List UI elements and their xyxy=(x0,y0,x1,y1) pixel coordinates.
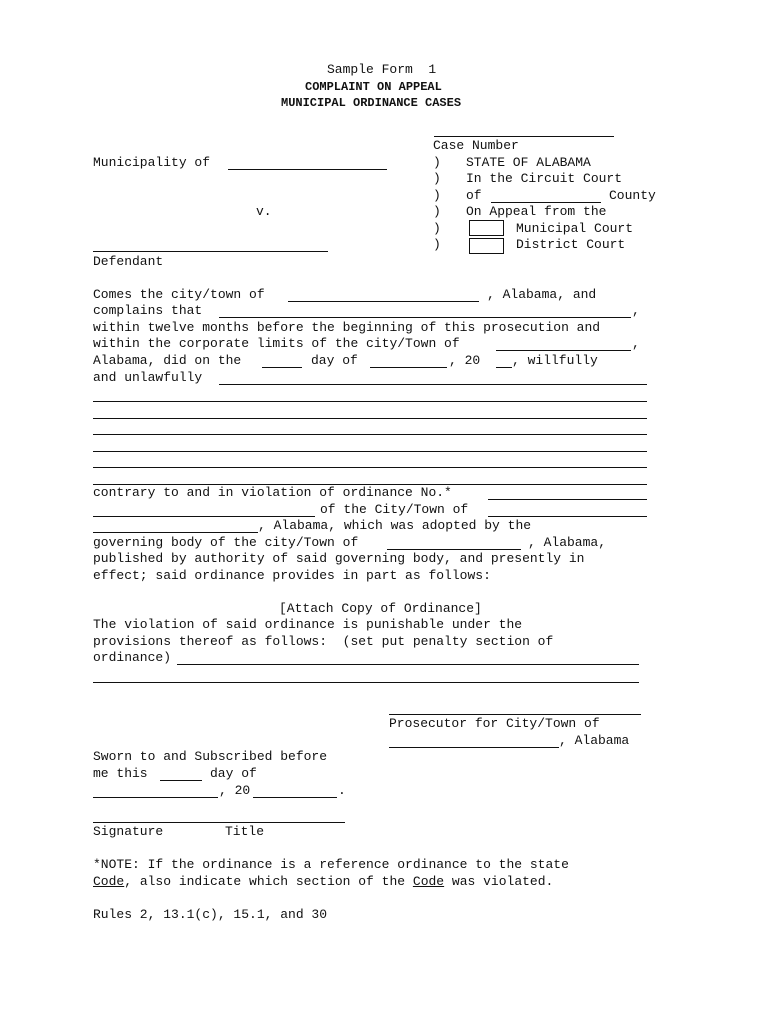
ordinance-number-field[interactable] xyxy=(488,499,647,500)
municipal-court-checkbox[interactable] xyxy=(469,220,504,236)
paren-3: ) xyxy=(433,188,441,203)
prosecutor-label: Prosecutor for City/Town of xyxy=(389,716,600,731)
notary-signature-field[interactable] xyxy=(93,822,345,823)
within-twelve-text: within twelve months before the beginning of this prosecution and xyxy=(93,320,601,335)
ordinance-city-field-2[interactable] xyxy=(93,532,258,533)
paren-5: ) xyxy=(433,221,441,236)
paren-4: ) xyxy=(433,204,441,219)
sworn-day-field[interactable] xyxy=(160,780,202,781)
penalty-line-2[interactable] xyxy=(93,682,639,683)
sample-form-label: Sample Form 1 xyxy=(327,62,437,77)
versus-label: v. xyxy=(256,204,272,219)
of-city-town-text: of the City/Town of xyxy=(320,502,469,517)
attach-copy-text: [Attach Copy of Ordinance] xyxy=(279,601,482,616)
signature-label: Signature xyxy=(93,824,164,839)
contrary-text: contrary to and in violation of ordinance No.* xyxy=(93,485,452,500)
within-corporate-text: within the corporate limits of the city/Town of xyxy=(93,336,460,351)
sworn-period: . xyxy=(338,783,346,798)
violation-text: The violation of said ordinance is punishable under the xyxy=(93,617,523,632)
unlawfully-text: and unlawfully xyxy=(93,370,203,385)
municipal-court-label: Municipal Court xyxy=(516,221,634,236)
governing-body-text: governing body of the city/Town of xyxy=(93,535,359,550)
offense-line-6[interactable] xyxy=(93,467,647,468)
paren-1: ) xyxy=(433,155,441,170)
rules-text: Rules 2, 13.1(c), 15.1, and 30 xyxy=(93,907,328,922)
effect-text: effect; said ordinance provides in part as follows: xyxy=(93,568,491,583)
prosecutor-signature-field[interactable] xyxy=(389,714,641,715)
city-town-field[interactable] xyxy=(288,301,479,302)
month-field[interactable] xyxy=(370,367,447,368)
title-label: Title xyxy=(225,824,265,839)
did-on-the-text: Alabama, did on the xyxy=(93,353,242,368)
me-this-text: me this xyxy=(93,766,148,781)
district-court-checkbox[interactable] xyxy=(469,238,504,254)
county-field[interactable] xyxy=(491,202,601,203)
sworn-year-prefix: , 20 xyxy=(219,783,251,798)
alabama-and-label: , Alabama, and xyxy=(487,287,597,302)
comma-1: , xyxy=(632,303,640,318)
district-court-label: District Court xyxy=(516,237,626,252)
comma-2: , xyxy=(632,336,640,351)
sworn-month-field[interactable] xyxy=(93,797,218,798)
note-line-1: *NOTE: If the ordinance is a reference ordinance to the state xyxy=(93,857,569,872)
sworn-day-of-text: day of xyxy=(210,766,257,781)
case-number-label: Case Number xyxy=(433,138,519,153)
note-mid-text: , also indicate which section of the xyxy=(124,874,406,889)
day-field[interactable] xyxy=(262,367,302,368)
county-label: County xyxy=(609,188,656,203)
form-title-line2: MUNICIPAL ORDINANCE CASES xyxy=(281,96,462,110)
comes-city-label: Comes the city/town of xyxy=(93,287,265,302)
provisions-text: provisions thereof as follows: (set put penalty section of xyxy=(93,634,554,649)
paren-6: ) xyxy=(433,237,441,252)
complains-label: complains that xyxy=(93,303,203,318)
alabama-text-2: , Alabama, xyxy=(528,535,607,550)
state-label: STATE OF ALABAMA xyxy=(466,155,591,170)
corporate-town-field[interactable] xyxy=(496,350,631,351)
offense-line-3[interactable] xyxy=(93,418,647,419)
ordinance-city-field[interactable] xyxy=(488,516,647,517)
defendant-name-field[interactable] xyxy=(219,317,631,318)
on-appeal-label: On Appeal from the xyxy=(466,204,607,219)
code-word-2: Code xyxy=(412,874,445,889)
ordinance-paren-text: ordinance) xyxy=(93,650,172,665)
prosecutor-alabama-label: , Alabama xyxy=(559,733,630,748)
penalty-line-1[interactable] xyxy=(177,664,639,665)
note-line-2 xyxy=(93,874,553,890)
year-prefix-text: , 20 xyxy=(449,353,481,368)
offense-line-5[interactable] xyxy=(93,451,647,452)
note-end-text: was violated. xyxy=(451,874,554,889)
form-title-line1: COMPLAINT ON APPEAL xyxy=(305,80,442,94)
sworn-year-field[interactable] xyxy=(253,797,337,798)
of-label: of xyxy=(466,188,482,203)
sworn-text: Sworn to and Subscribed before xyxy=(93,749,328,764)
municipality-field[interactable] xyxy=(228,169,387,170)
governing-town-field[interactable] xyxy=(387,549,521,550)
case-number-field[interactable] xyxy=(434,136,614,137)
adopted-text: , Alabama, which was adopted by the xyxy=(258,518,532,533)
circuit-court-label: In the Circuit Court xyxy=(466,171,623,186)
defendant-field[interactable] xyxy=(93,251,328,252)
day-of-text: day of xyxy=(311,353,358,368)
offense-line-4[interactable] xyxy=(93,434,647,435)
paren-2: ) xyxy=(433,171,441,186)
prosecutor-town-field[interactable] xyxy=(389,747,559,748)
defendant-label: Defendant xyxy=(93,254,164,269)
municipality-of-label: Municipality of xyxy=(93,155,211,170)
ordinance-desc-field[interactable] xyxy=(93,516,315,517)
code-word-1: Code xyxy=(93,874,125,889)
year-field[interactable] xyxy=(496,367,512,368)
willfully-text: , willfully xyxy=(512,353,598,368)
offense-line-2[interactable] xyxy=(93,401,647,402)
offense-line-1[interactable] xyxy=(219,384,647,385)
published-text: published by authority of said governing body, and presently in xyxy=(93,551,585,566)
